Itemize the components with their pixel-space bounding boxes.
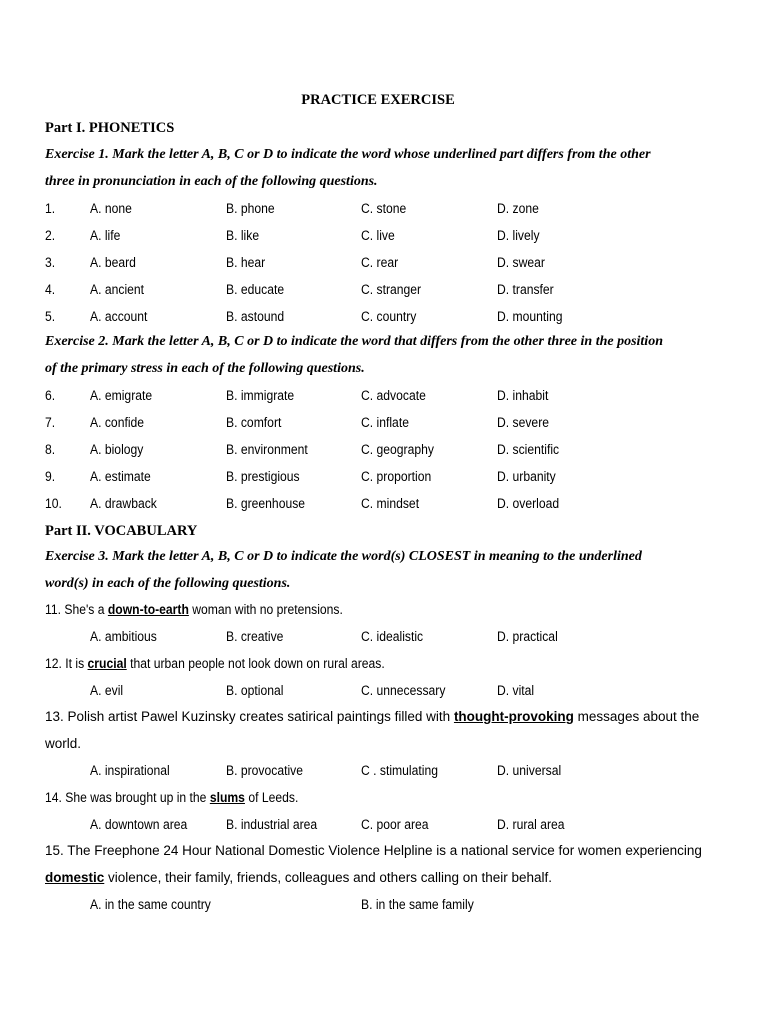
option-a: A. life	[90, 228, 121, 243]
part1-heading: Part I. PHONETICS	[45, 120, 175, 136]
question-row	[0, 385, 768, 407]
question-row	[0, 412, 768, 434]
question-row	[0, 626, 768, 648]
option-a: A. biology	[90, 442, 144, 457]
option-b: B. provocative	[226, 763, 303, 778]
option-a: A. drawback	[90, 496, 157, 511]
option-c: C. advocate	[361, 388, 426, 403]
option-a: A. ancient	[90, 282, 145, 297]
option-c: C. country	[361, 309, 417, 324]
option-b: B. prestigious	[226, 469, 300, 484]
option-c: C. stranger	[361, 282, 422, 297]
option-a: A. in the same country	[90, 897, 211, 912]
option-a: A. inspirational	[90, 763, 170, 778]
question-number: 5.	[45, 309, 56, 324]
option-d: D. zone	[497, 201, 539, 216]
question-number: 1.	[45, 201, 56, 216]
option-c: C. unnecessary	[361, 683, 446, 698]
ex3-instruction-line2: word(s) in each of the following questions.	[45, 576, 291, 591]
option-c: C. inflate	[361, 415, 409, 430]
question-stem: 11. She's a down-to-earth woman with no pretensions.	[45, 602, 343, 617]
option-b: B. hear	[226, 255, 266, 270]
option-b: B. creative	[226, 629, 284, 644]
option-a: A. account	[90, 309, 148, 324]
question-row	[0, 466, 768, 488]
option-b: B. in the same family	[361, 897, 474, 912]
question-number: 8.	[45, 442, 56, 457]
option-c: C. stone	[361, 201, 407, 216]
keyword: down-to-earth	[107, 602, 189, 617]
keyword: slums	[209, 790, 245, 805]
option-d: D. rural area	[497, 817, 565, 832]
question-number: 3.	[45, 255, 56, 270]
option-a: A. none	[90, 201, 132, 216]
option-d: D. lively	[497, 228, 540, 243]
option-b: B. like	[226, 228, 260, 243]
question-stem: 12. It is crucial that urban people not look down on rural areas.	[45, 656, 385, 671]
question-stem: 14. She was brought up in the slums of Leeds.	[45, 790, 299, 805]
option-c: C. rear	[361, 255, 399, 270]
keyword: thought-provoking	[453, 709, 574, 724]
question-row	[0, 279, 768, 301]
ex2-instruction-line1: Exercise 2. Mark the letter A, B, C or D to indicate the word that differs from the other three in the position	[45, 334, 663, 349]
option-b: B. industrial area	[226, 817, 318, 832]
ex3-instruction-line1: Exercise 3. Mark the letter A, B, C or D to indicate the word(s) CLOSEST in meaning to the underlined	[45, 549, 642, 564]
question-row	[0, 252, 768, 274]
option-d: D. practical	[497, 629, 558, 644]
option-a: A. estimate	[90, 469, 151, 484]
question-row	[0, 306, 768, 328]
option-a: A. confide	[90, 415, 145, 430]
question-number: 7.	[45, 415, 56, 430]
option-b: B. environment	[226, 442, 308, 457]
question-row	[0, 225, 768, 247]
question-number: 2.	[45, 228, 56, 243]
keyword: domestic	[45, 870, 105, 885]
option-d: D. inhabit	[497, 388, 549, 403]
option-b: B. educate	[226, 282, 285, 297]
option-b: B. comfort	[226, 415, 282, 430]
question-stem: 15. The Freephone 24 Hour National Domestic Violence Helpline is a national service for women experiencing domestic violence, their family, friends, colleagues and others calling on their behalf.	[45, 843, 702, 885]
option-c: C. live	[361, 228, 395, 243]
option-a: A. emigrate	[90, 388, 153, 403]
question-number: 10.	[45, 496, 62, 511]
ex1-instruction-line1: Exercise 1. Mark the letter A, B, C or D to indicate the word whose underlined part differs from the other	[45, 147, 651, 162]
question-row	[0, 680, 768, 702]
question-number: 9.	[45, 469, 56, 484]
option-b: B. optional	[226, 683, 284, 698]
question-row	[0, 493, 768, 515]
option-d: D. scientific	[497, 442, 560, 457]
question-number: 6.	[45, 388, 56, 403]
ex1-instruction-line2: three in pronunciation in each of the following questions.	[45, 174, 378, 189]
question-stem: 13. Polish artist Pawel Kuzinsky creates satirical paintings filled with thought-provoking messages about the world.	[45, 709, 700, 751]
option-d: D. transfer	[497, 282, 554, 297]
option-c: C. proportion	[361, 469, 432, 484]
option-d: D. severe	[497, 415, 550, 430]
question-row	[0, 814, 768, 836]
option-c: C. idealistic	[361, 629, 424, 644]
option-b: B. greenhouse	[226, 496, 306, 511]
question-number: 4.	[45, 282, 56, 297]
option-a: A. downtown area	[90, 817, 188, 832]
option-b: B. astound	[226, 309, 285, 324]
option-d: D. vital	[497, 683, 535, 698]
question-row	[0, 439, 768, 461]
option-c: C . stimulating	[361, 763, 438, 778]
option-c: C. geography	[361, 442, 434, 457]
option-b: B. phone	[226, 201, 275, 216]
option-a: A. evil	[90, 683, 124, 698]
option-d: D. universal	[497, 763, 562, 778]
option-c: C. poor area	[361, 817, 429, 832]
keyword: crucial	[87, 656, 127, 671]
question-row	[0, 198, 768, 220]
question-row	[0, 760, 768, 782]
option-d: D. mounting	[497, 309, 563, 324]
ex2-instruction-line2: of the primary stress in each of the following questions.	[45, 361, 365, 376]
page-title: PRACTICE EXERCISE	[301, 92, 455, 108]
part2-heading: Part II. VOCABULARY	[45, 523, 198, 539]
option-d: D. urbanity	[497, 469, 556, 484]
option-a: A. beard	[90, 255, 136, 270]
option-d: D. overload	[497, 496, 560, 511]
option-d: D. swear	[497, 255, 545, 270]
option-b: B. immigrate	[226, 388, 295, 403]
option-c: C. mindset	[361, 496, 420, 511]
option-a: A. ambitious	[90, 629, 157, 644]
question-row	[0, 894, 768, 916]
